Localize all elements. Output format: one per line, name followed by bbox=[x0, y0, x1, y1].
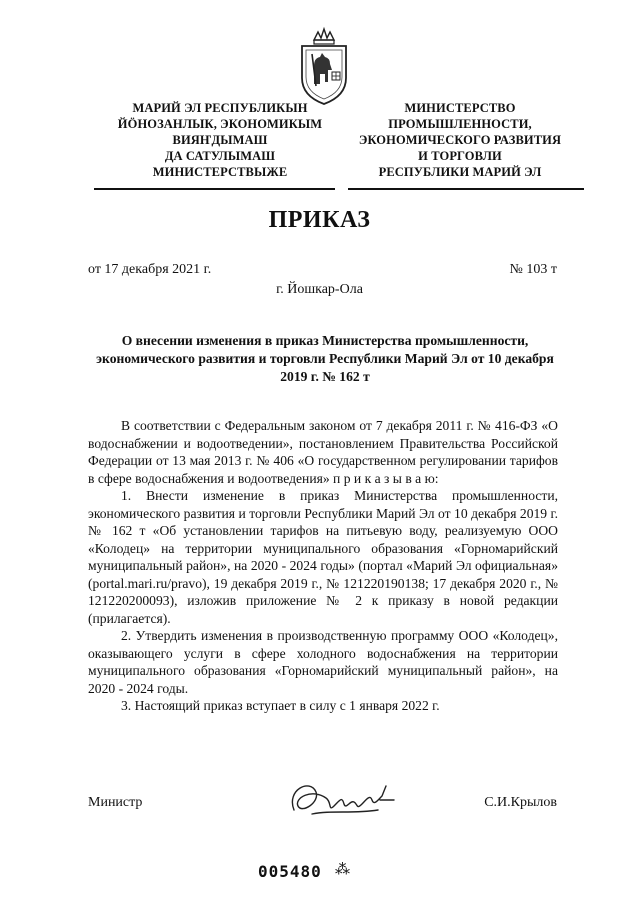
document-subject: О внесении изменения в приказ Министерства промышленности, экономического развития и торговли Республики Марий Эл от 10 декабря 2019 г. № 162 т bbox=[96, 333, 554, 384]
body-paragraph: 3. Настоящий приказ вступает в силу с 1 января 2022 г. bbox=[121, 698, 440, 713]
header-right-line: И ТОРГОВЛИ bbox=[418, 149, 502, 163]
header-rule-right bbox=[348, 188, 584, 190]
document-number: № 103 т bbox=[509, 262, 557, 277]
header-right-line: ЭКОНОМИЧЕСКОГО РАЗВИТИЯ bbox=[358, 133, 562, 147]
header-right-ministry-name bbox=[332, 100, 588, 180]
coat-of-arms-icon bbox=[296, 26, 352, 106]
signatory-role: Министр bbox=[88, 795, 143, 810]
header-left-line: МАРИЙ ЭЛ РЕСПУБЛИКЫН bbox=[132, 101, 308, 115]
header-right-line: МИНИСТЕРСТВО bbox=[404, 101, 516, 115]
body-paragraph: 2. Утвердить изменения в производственную программу ООО «Колодец», оказывающего услуги в сфере холодного водоснабжения на территории муниципального образования «Горномарийский муниципальный район», на 2020 - 2024 годы. bbox=[88, 628, 558, 696]
body-paragraph: 1. Внести изменение в приказ Министерства промышленности, экономического развития и торговли Республики Марий Эл от 10 декабря 2019 г. № 162 т «Об установлении тарифов на питьевую воду, реализуемую ООО «Колодец» на территории муниципального образования «Горномарийский муниципальный район», на 2020 - 2024 годы» (портал «Марий Эл официальная» (portal.mari.ru/pravo), 19 декабря 2019 г., № 121220190138; 17 декабря 2020 г., № 121220200093), изложив приложение № 2 к приказу в новой редакции (прилагается). bbox=[88, 488, 558, 626]
header-left-line: ДА САТУЛЫМАШ bbox=[164, 149, 276, 163]
body-paragraph: В соответствии с Федеральным законом от 7 декабря 2011 г. № 416-ФЗ «О водоснабжении и водоотведении», постановлением Правительства Российской Федерации от 13 мая 2013 г. № 406 «О государственном регулировании тарифов в сфере водоснабжения и водоотведения» п р и к а з ы в а ю: bbox=[88, 418, 558, 486]
serial-ornament-icon: ⁂ bbox=[335, 862, 350, 878]
header-left-line: МИНИСТЕРСТВЫЖЕ bbox=[152, 165, 288, 179]
header-rule-left bbox=[94, 188, 335, 190]
document-city: г. Йошкар-Ола bbox=[276, 282, 363, 297]
header-right-line: ПРОМЫШЛЕННОСТИ, bbox=[388, 117, 532, 131]
document-date: от 17 декабря 2021 г. bbox=[88, 262, 212, 277]
handwritten-signature bbox=[282, 770, 402, 830]
form-serial-number: 005480 bbox=[258, 862, 322, 881]
document-type-title: ПРИКАЗ bbox=[268, 207, 371, 233]
header-left-ministry-name bbox=[92, 100, 348, 180]
signatory-name: С.И.Крылов bbox=[484, 795, 557, 810]
header-right-line: РЕСПУБЛИКИ МАРИЙ ЭЛ bbox=[378, 165, 542, 179]
header-left-line: ВИЯҤДЫМАШ bbox=[172, 133, 268, 147]
header-left-line: ЙӦНОЗАНЛЫК, ЭКОНОМИКЫМ bbox=[117, 117, 323, 131]
document-body bbox=[88, 417, 558, 715]
